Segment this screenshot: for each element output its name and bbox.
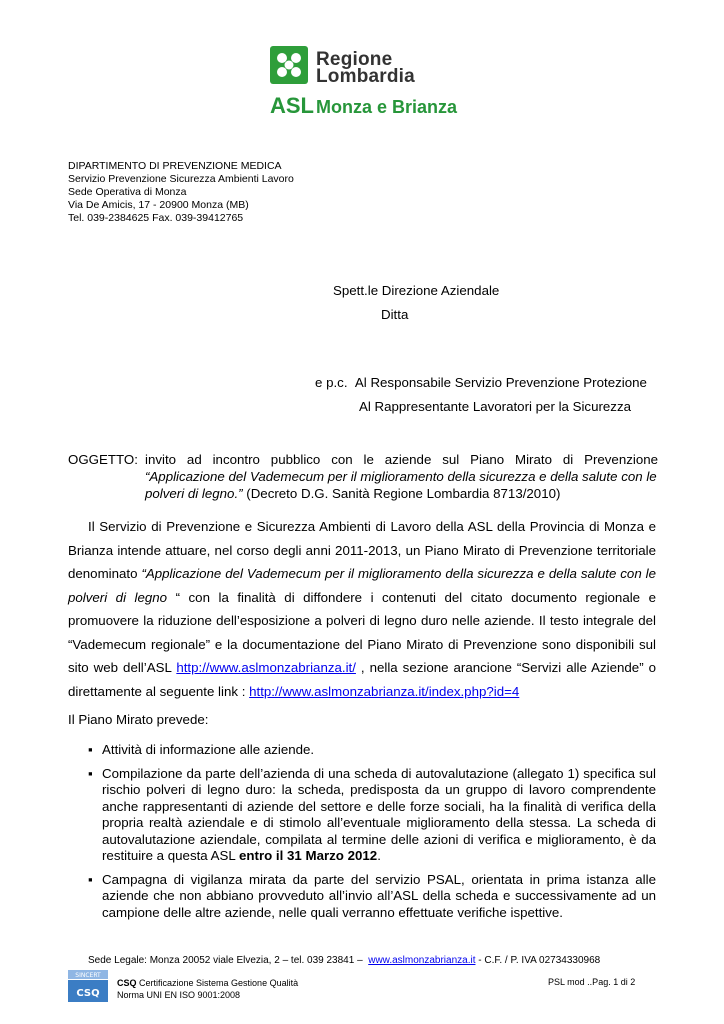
list-item bbox=[88, 766, 656, 865]
subject-line1: invito ad incontro pubblico con le aziende sul Piano Mirato di Prevenzione bbox=[145, 452, 658, 467]
csq-text: Certificazione Sistema Gestione Qualità bbox=[136, 978, 299, 988]
list-item bbox=[88, 742, 656, 759]
subject-label: OGGETTO: bbox=[68, 452, 138, 467]
csq-label: CSQ bbox=[117, 978, 137, 988]
footer-vat: - C.F. / P. IVA 02734330968 bbox=[475, 955, 601, 966]
bullet-icon: ▪ bbox=[88, 742, 93, 757]
body-text-section: , nella sezione arancione “Servizi alle Aziende” o direttamente al seguente link : bbox=[68, 660, 656, 699]
cc-rspp: Al Responsabile Servizio Prevenzione Protezione bbox=[354, 375, 647, 390]
footer-legal-seat bbox=[88, 955, 600, 966]
recipient-company: Ditta bbox=[381, 307, 409, 322]
csq-logo-icon bbox=[68, 970, 108, 1002]
department-line: Servizio Prevenzione Sicurezza Ambienti Lavoro bbox=[68, 173, 294, 185]
department-line: DIPARTIMENTO DI PREVENZIONE MEDICA bbox=[68, 160, 282, 172]
footer-certification bbox=[117, 977, 298, 1001]
logo-text-regione: Regione bbox=[316, 49, 393, 70]
department-address-block bbox=[68, 160, 294, 225]
cc-line-1 bbox=[315, 375, 647, 390]
norma-text: Norma UNI EN ISO 9001:2008 bbox=[117, 990, 241, 1000]
cc-rls: Al Rappresentante Lavoratori per la Sicurezza bbox=[359, 399, 631, 414]
list-item-text: Compilazione da parte dell’azienda di una scheda di autovalutazione (allegato 1) specifica sul rischio polveri di legno duro: la scheda, predisposta da un gruppo di lavoro comprendente anche rappresentanti di aziende del settore e delle forze sociali, ha la finalità di verifica della propria realtà aziendale e di stimolo all’eventuale miglioramento della stessa. La scheda di autovalutazione aziendale, compilata al termine delle azioni di verifica e miglioramento, è da restituire a questa ASL bbox=[102, 765, 656, 863]
subject-decree: (Decreto D.G. Sanità Regione Lombardia 8713/2010) bbox=[246, 486, 561, 501]
list-item-text: Campagna di vigilanza mirata da parte del servizio PSAL, orientata in prima istanza alle aziende che non abbiano provveduto all’invio all’ASL della scheda e successivamente ad un campione delle altre aziende, nelle quali verranno effettuate verifiche ispettive. bbox=[102, 871, 656, 920]
body-paragraph bbox=[68, 515, 656, 732]
regione-lombardia-logo-icon bbox=[270, 46, 308, 84]
footer-website-link[interactable]: www.aslmonzabrianza.it bbox=[368, 955, 476, 966]
department-line: Sede Operativa di Monza bbox=[68, 186, 187, 198]
body-text-italic-title: “Applicazione del Vademecum per il miglioramento della sicurezza e della salute con le polveri di legno bbox=[68, 566, 656, 605]
cc-prefix: e p.c. bbox=[315, 375, 348, 390]
asl-direct-link[interactable]: http://www.aslmonzabrianza.it/index.php?id=4 bbox=[249, 683, 520, 699]
recipient-direction: Spett.le Direzione Aziendale bbox=[333, 283, 500, 298]
plan-list bbox=[88, 742, 656, 928]
list-item-text: Attività di informazione alle aziende. bbox=[102, 742, 315, 757]
deadline-text: entro il 31 Marzo 2012 bbox=[239, 848, 378, 863]
plan-intro: Il Piano Mirato prevede: bbox=[68, 712, 209, 727]
csq-logo-main-text: CSQ bbox=[76, 988, 100, 999]
page-number: PSL mod ..Pag. 1 di 2 bbox=[548, 977, 636, 987]
body-text-middle: “ con la finalità di diffondere i contenuti del citato documento regionale e promuovere la riduzione dell’esposizione a polveri di legno duro nelle aziende. Il testo integrale del “Vademecum regionale” e la documentazione del Piano Mirato di Prevenzione sono disponibili sul sito web dell’ASL bbox=[68, 589, 656, 675]
bullet-icon: ▪ bbox=[88, 765, 93, 781]
list-item-end: . bbox=[377, 848, 381, 863]
subject-block bbox=[68, 451, 658, 502]
csq-logo-top-text: SINCERT bbox=[75, 972, 101, 979]
footer-seat-text: Sede Legale: Monza 20052 viale Elvezia, 2 – tel. 039 23841 – bbox=[88, 955, 363, 966]
logo-text-lombardia: Lombardia bbox=[316, 66, 415, 87]
body-text-intro: Il Servizio di Prevenzione e Sicurezza Ambienti di Lavoro della ASL della Provincia di Monza e Brianza intende attuare, nel corso degli anni 2011-2013, un Piano Mirato di Prevenzione territoriale denominato bbox=[68, 519, 656, 581]
department-line: Via De Amicis, 17 - 20900 Monza (MB) bbox=[68, 199, 249, 211]
asl-website-link[interactable]: http://www.aslmonzabrianza.it/ bbox=[176, 660, 356, 675]
logo-text-monza-brianza: Monza e Brianza bbox=[316, 97, 458, 117]
subject-title: “Applicazione del Vademecum per il miglioramento della sicurezza e della salute con le polveri di legno.” bbox=[145, 469, 657, 501]
list-item bbox=[88, 872, 656, 922]
bullet-icon: ▪ bbox=[88, 871, 93, 887]
logo-text-asl: ASL bbox=[270, 93, 314, 118]
department-line: Tel. 039-2384625 Fax. 039-39412765 bbox=[68, 212, 244, 224]
